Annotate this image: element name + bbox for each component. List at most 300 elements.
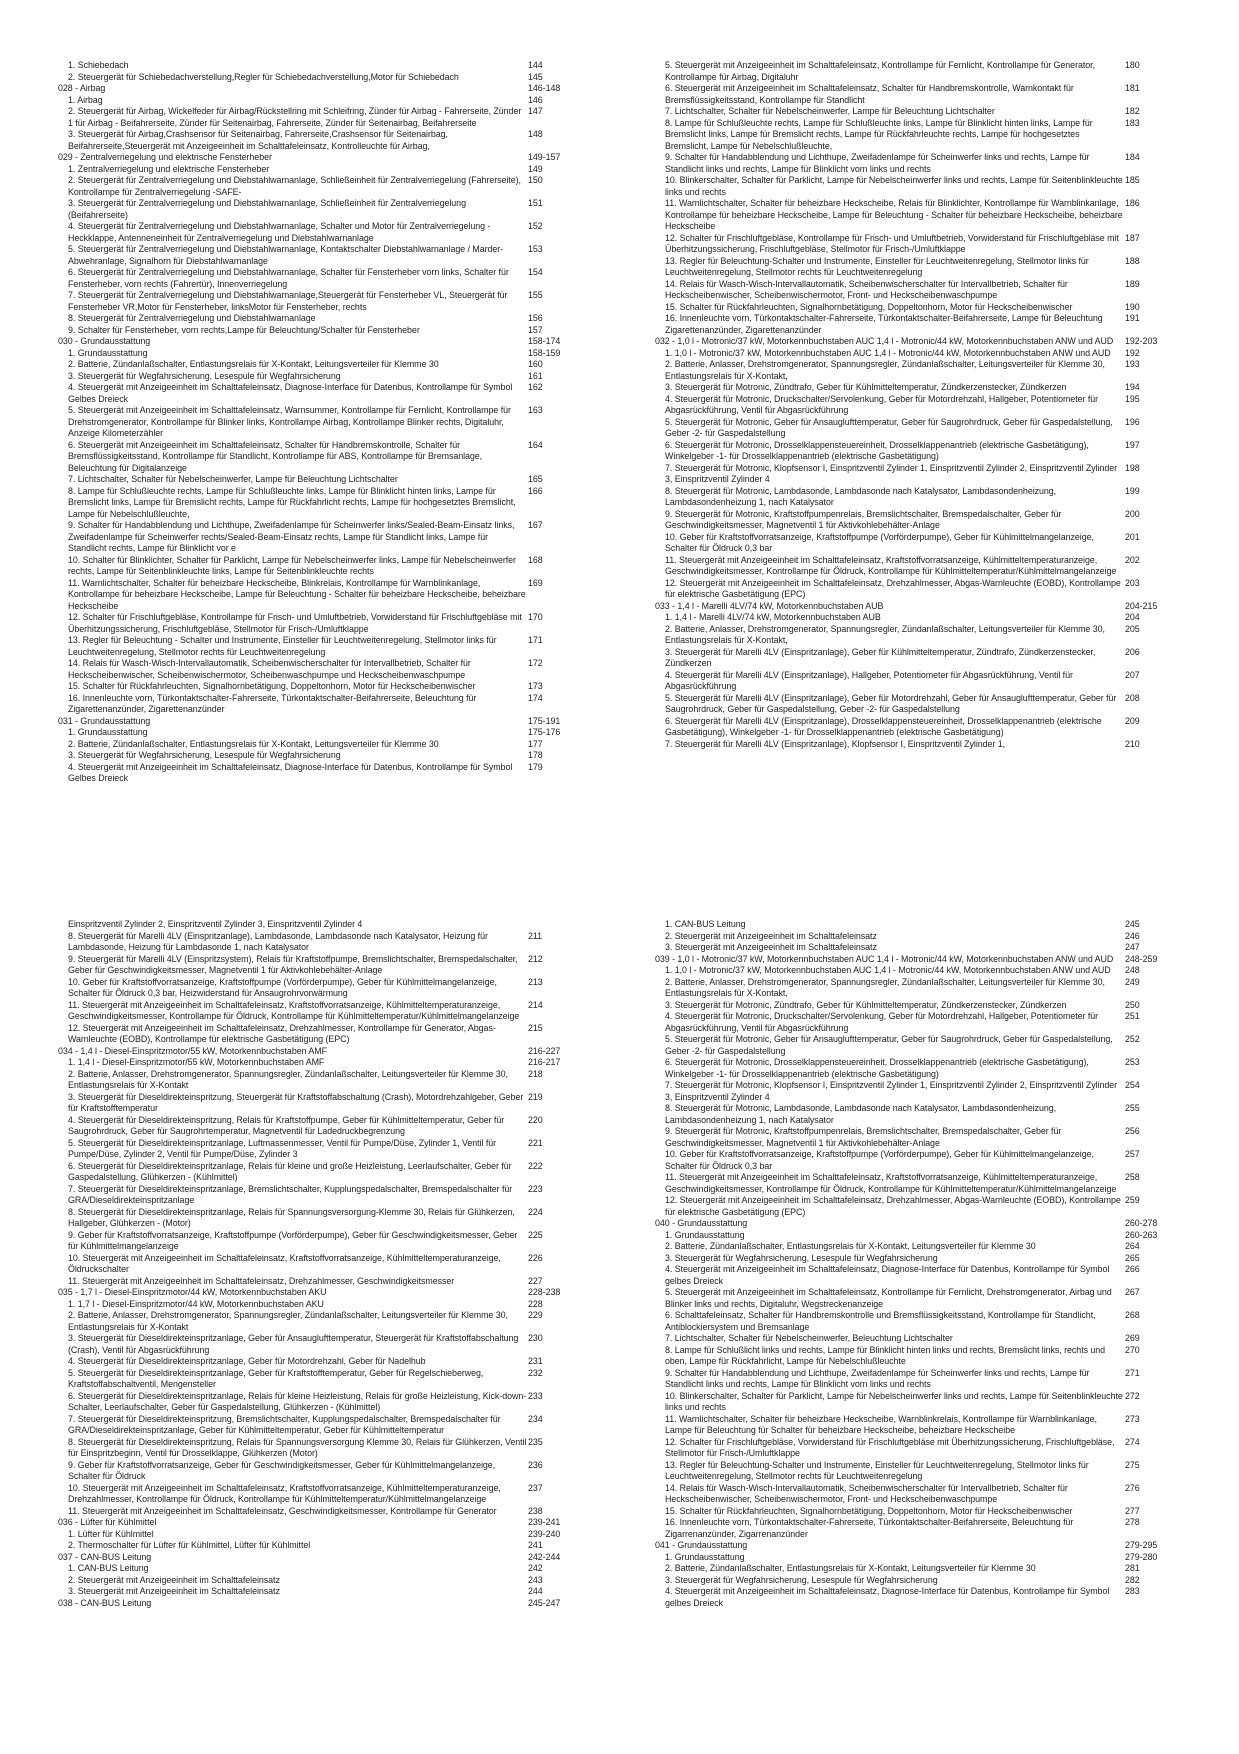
toc-entry-page: 175-176 bbox=[528, 727, 561, 737]
toc-entry-title: 14. Relais für Wasch-Wisch-Intervallautomatik, Scheibenwischerschalter für Intervallbetrieb, Schalter für Heckscheibenwischer, Scheibenwischermotor, Scheibenwaschpumpe und Heckscheibenwaschpumpe bbox=[68, 658, 471, 680]
toc-entry-title: 4. Steuergerät für Motronic, Druckschalter/Servolenkung, Geber für Motordrehzahl, Hallgeber, Potentiometer für Abgasrückführung, Ventil für Abgasrückführung bbox=[665, 1011, 1099, 1033]
toc-entry bbox=[58, 977, 603, 1000]
toc-entry-title: 11. Warnlichtschalter, Schalter für beheizbare Heckscheibe, Warnblinkrelais, Kontrollampe für Warnblinkanlage, Lampe für Beleuchtung für Schalter für beheizbare Heckscheibe, beheizbare Heckscheibe bbox=[665, 1413, 1097, 1435]
toc-entry-title: 1. 1,0 l - Motronic/37 kW, Motorkennbuchstaben AUC 1,4 l - Motronic/44 kW, Motorkennbuchstaben ANW und AUD bbox=[665, 347, 1111, 358]
toc-entry-title: 3. Steuergerät für Motronic, Zündtrafo, Geber für Kühlmitteltemperatur, Zündkerzenstecker, Zündkerzen bbox=[665, 382, 1067, 392]
toc-entry bbox=[58, 164, 603, 176]
toc-entry-title: 8. Steuergerät für Dieseldirekteinspritzanlage, Relais für Spannungsversorgung-Klemme 30, Relais für Glühkerzen, Hallgeber, Glühkerzen - (Motor) bbox=[68, 1206, 515, 1228]
toc-entry-title: 8. Steuergerät für Dieseldirekteinspritzung, Relais für Spannungsversorgung Klemme 30, Relais für Glühkerzen, Ventil für Einspritzbeginn, Ventil für Drosselklappe, Glühkerzen (Motor) bbox=[68, 1436, 527, 1458]
toc-entry-page: 224 bbox=[528, 1206, 543, 1217]
toc-entry-page: 212 bbox=[528, 953, 543, 964]
toc-entry-page: 158-159 bbox=[528, 347, 561, 358]
toc-entry bbox=[58, 1356, 603, 1368]
toc-entry-page: 283 bbox=[1125, 1586, 1140, 1596]
toc-entry bbox=[58, 382, 603, 405]
toc-entry-title: 3. Steuergerät für Zentralverriegelung und Diebstahlwarnanlage, Schließeinheit für Zentralverriegelung (Beifahrerseite) bbox=[68, 198, 466, 220]
toc-entry bbox=[58, 1368, 603, 1391]
toc-section-heading bbox=[58, 1517, 603, 1529]
toc-section-heading bbox=[655, 336, 1200, 348]
toc-entry-page: 148 bbox=[528, 129, 543, 139]
toc-entry bbox=[655, 931, 1200, 943]
toc-entry-title: 10. Blinkerschalter, Schalter für Parklicht, Lampe für Nebelscheinwerfer links und rechts, Lampe für Seitenblinkleuchte links und rechts bbox=[665, 175, 1123, 197]
toc-entry-title: 10. Geber für Kraftstoffvorratsanzeige, Kraftstoffpumpe (Vorförderpumpe), Geber für Kühlmittelmangelanzeige, Schalter für Öldruck 0,3 bar bbox=[665, 1149, 1094, 1171]
toc-entry-page: 190 bbox=[1125, 301, 1140, 312]
toc-entry-title: 1. CAN-BUS Leitung bbox=[665, 919, 746, 929]
toc-entry-title: 1. 1,7 l - Diesel-Einspritzmotor/44 kW, Motorkennbuchstaben AKU bbox=[68, 1298, 324, 1309]
toc-entry bbox=[58, 359, 603, 371]
toc-entry-title: 8. Steuergerät für Zentralverriegelung und Diebstahlwarnanlage bbox=[68, 313, 316, 323]
toc-entry-title: 7. Steuergerät für Motronic, Klopfsensor I, Einspritzventil Zylinder 1, Einspritzventil Zylinder 2, Einspritzventil Zylinder 3, Einspritzventil Zylinder 4 bbox=[665, 462, 1118, 484]
toc-entry bbox=[58, 129, 603, 152]
toc-entry-page: 158-174 bbox=[528, 336, 561, 346]
toc-entry-title: 13. Regler für Beleuchtung-Schalter und Instrumente, Einsteller für Leuchtweitenregelung, Stellmotor links für Leuchtweitenregelung, Stellmotor rechts für Leuchtweitenregelung bbox=[665, 1459, 1089, 1481]
toc-entry bbox=[58, 1460, 603, 1483]
toc-entry bbox=[58, 1506, 603, 1518]
toc-entry-title: 11. Warnlichtschalter, Schalter für beheizbare Heckscheibe, Relais für Blinklichter, Kontrollampe für Warnblinkanlage, Kontrollampe für beheizbare Heckscheibe, Lampe für Beleuchtung - Schalter für beheizbare Heckscheibe, beheizbare Heckscheibe bbox=[665, 198, 1123, 231]
page-2-right-column bbox=[655, 919, 1200, 1609]
toc-entry bbox=[58, 739, 603, 751]
toc-entry-page: 254 bbox=[1125, 1080, 1140, 1090]
toc-entry-page: 239-240 bbox=[528, 1528, 561, 1539]
toc-entry bbox=[58, 681, 603, 693]
toc-entry bbox=[58, 405, 603, 440]
toc-entry-title: 16. Innenleuchte vorn, Türkontaktschalter-Fahrerseite, Türkontaktschalter-Beifahrerseite, Beleuchtung für Zigarrenanzünder, Zigarrenanzünder bbox=[665, 1517, 1074, 1539]
toc-entry bbox=[58, 1483, 603, 1506]
toc-entry bbox=[655, 509, 1200, 532]
toc-entry-page: 197 bbox=[1125, 439, 1140, 450]
toc-entry-page: 282 bbox=[1125, 1574, 1140, 1585]
toc-entry-page: 161 bbox=[528, 370, 543, 381]
toc-entry-title: 12. Steuergerät mit Anzeigeeinheit im Schalttafeleinsatz, Drehzahlmesser, Abgas-Warnleuchte (EOBD), Kontrollampe für elektrische Gasbetätigung (EPC) bbox=[665, 577, 1121, 599]
toc-entry bbox=[655, 965, 1200, 977]
toc-entry-title: 4. Steuergerät für Motronic, Druckschalter/Servolenkung, Geber für Motordrehzahl, Hallgeber, Potentiometer für Abgasrückführung, Ventil für Abgasrückführung bbox=[665, 393, 1099, 415]
toc-entry-title: 2. Batterie, Zündanlaßschalter, Entlastungsrelais für X-Kontakt, Leitungsverteiler für Klemme 30 bbox=[68, 738, 439, 749]
page-2 bbox=[0, 877, 1239, 1754]
toc-entry bbox=[655, 1287, 1200, 1310]
toc-entry-title: 2. Batterie, Zündanlaßschalter, Entlastungsrelais für X-Kontakt, Leitungsverteiler für Klemme 30 bbox=[665, 1563, 1036, 1573]
toc-entry-page: 232 bbox=[528, 1367, 543, 1378]
toc-entry bbox=[58, 1586, 603, 1598]
toc-entry-page: 201 bbox=[1125, 531, 1140, 542]
toc-entry bbox=[58, 1437, 603, 1460]
toc-entry-page: 279-280 bbox=[1125, 1551, 1158, 1562]
toc-entry bbox=[655, 417, 1200, 440]
toc-entry-title: 3. Steuergerät für Dieseldirekteinspritzanlage, Geber für Ansauglufttemperatur, Steuergerät für Kraftstoffabschaltung (Crash), Ventil für Abgasrückführung bbox=[68, 1333, 519, 1355]
toc-entry bbox=[655, 440, 1200, 463]
toc-entry-title: 1. Schiebedach bbox=[68, 60, 129, 70]
toc-entry-page: 216-217 bbox=[528, 1057, 561, 1067]
toc-entry-title: 13. Regler für Beleuchtung-Schalter und Instrumente, Einsteller für Leuchtweitenregelung, Stellmotor links für Leuchtweitenregelung, Stellmotor rechts für Leuchtweitenregelung bbox=[665, 255, 1089, 277]
toc-entry bbox=[655, 394, 1200, 417]
toc-entry-title: 5. Steuergerät für Motronic, Geber für Ansauglufttemperatur, Geber für Saugrohrdruck, Geber für Gaspedalstellung, Geber -2- für Gaspedalstellung bbox=[665, 416, 1113, 438]
toc-entry-page: 269 bbox=[1125, 1333, 1140, 1343]
toc-entry-page: 195 bbox=[1125, 393, 1140, 404]
toc-entry bbox=[58, 1138, 603, 1161]
toc-entry-title: 1. 1,0 l - Motronic/37 kW, Motorkennbuchstaben AUC 1,4 l - Motronic/44 kW, Motorkennbuchstaben ANW und AUD bbox=[665, 965, 1111, 975]
toc-entry bbox=[655, 977, 1200, 1000]
toc-entry-page: 165 bbox=[528, 474, 543, 484]
toc-entry-title: 1. 1,4 l - Diesel-Einspritzmotor/55 kW, Motorkennbuchstaben AMF bbox=[68, 1057, 325, 1067]
toc-entry bbox=[655, 693, 1200, 716]
toc-entry-title: 034 - 1,4 l - Diesel-Einspritzmotor/55 kW, Motorkennbuchstaben AMF bbox=[58, 1045, 327, 1056]
toc-entry-page: 243 bbox=[528, 1574, 543, 1585]
toc-entry bbox=[58, 474, 603, 486]
toc-entry-title: 5. Steuergerät für Marelli 4LV (Einspritzanlage), Geber für Motordrehzahl, Geber für Ansauglufttemperatur, Geber für Saugrohrdruck, Geber für Gaspedalstellung, Geber -2- für Gaspedalstellung bbox=[665, 692, 1117, 714]
toc-entry-title: 3. Steuergerät für Wegfahrsicherung, Lesespule für Wegfahrsicherung bbox=[665, 1574, 938, 1585]
toc-entry bbox=[655, 1253, 1200, 1265]
toc-entry-title: 036 - Lüfter für Kühlmittel bbox=[58, 1517, 157, 1527]
toc-entry bbox=[58, 221, 603, 244]
toc-entry-title: 8. Steuergerät für Motronic, Lambdasonde, Lambdasonde nach Katalysator, Lambdasondenheizung, Lambdasondenheizung 1, nach Katalysator bbox=[665, 485, 1057, 507]
toc-entry bbox=[58, 290, 603, 313]
toc-entry-title: 1. CAN-BUS Leitung bbox=[68, 1563, 149, 1573]
toc-entry bbox=[58, 1529, 603, 1541]
toc-entry bbox=[58, 175, 603, 198]
toc-entry-page: 272 bbox=[1125, 1390, 1140, 1401]
toc-entry-title: 7. Lichtschalter, Schalter für Nebelscheinwerfer, Lampe für Beleuchtung Lichtschalter bbox=[68, 474, 398, 484]
toc-entry-title: 7. Steuergerät für Motronic, Klopfsensor I, Einspritzventil Zylinder 1, Einspritzventil Zylinder 2, Einspritzventil Zylinder 3, Einspritzventil Zylinder 4 bbox=[665, 1080, 1118, 1102]
toc-entry-page: 274 bbox=[1125, 1436, 1140, 1447]
toc-entry bbox=[58, 931, 603, 954]
toc-entry-title: 9. Steuergerät für Marelli 4LV (Einspritzsystem), Relais für Kraftstoffpumpe, Bremslichtschalter, Bremspedalschalter, Geber für Geschwindigkeitsmesser, Magnetventil 1 für Aktivkohlebehälter-Anlage bbox=[68, 953, 518, 975]
toc-entry-title: 14. Relais für Wasch-Wisch-Intervallautomatik, Scheibenwischerschalter für Intervallbetrieb, Schalter für Heckscheibenwischer, Scheibenwischermotor, Front- und Heckscheibenwaschpumpe bbox=[665, 278, 1068, 300]
toc-entry bbox=[655, 942, 1200, 954]
toc-entry-title: 4. Steuergerät für Dieseldirekteinspritzanlage, Geber für Motordrehzahl, Geber für Nadelhub bbox=[68, 1356, 426, 1366]
toc-entry bbox=[58, 1414, 603, 1437]
toc-entry bbox=[655, 486, 1200, 509]
toc-entry-title: 11. Steuergerät mit Anzeigeeinheit im Schalttafeleinsatz, Kraftstoffvorratsanzeige, Kühlmitteltemperaturanzeige, Geschwindigkeitsmesser, Kontrollampe für Öldruck, Kontrollampe für Kühlmitteltemperatur/Kühlmittelmangelanzeige bbox=[68, 999, 520, 1021]
toc-entry-page: 264 bbox=[1125, 1241, 1140, 1251]
toc-entry-title: 3. Steuergerät für Motronic, Zündtrafo, Geber für Kühlmitteltemperatur, Zündkerzenstecker, Zündkerzen bbox=[665, 999, 1067, 1010]
toc-entry bbox=[655, 1149, 1200, 1172]
toc-entry bbox=[58, 1310, 603, 1333]
toc-entry-page: 216-227 bbox=[528, 1045, 561, 1056]
toc-entry-page: 245 bbox=[1125, 919, 1140, 929]
toc-entry bbox=[58, 313, 603, 325]
toc-entry-title: 2. Steuergerät für Zentralverriegelung und Diebstahlwarnanlage, Schließeinheit für Zentralverriegelung (Fahrerseite), Kontrollampe für Zentralverriegelung -SAFE- bbox=[68, 175, 521, 197]
toc-entry-page: 166 bbox=[528, 485, 543, 496]
toc-entry-title: 10. Steuergerät mit Anzeigeeinheit im Schalttafeleinsatz, Kraftstoffvorratsanzeige, Kühlmitteltemperaturanzeige, Öldruckschalter bbox=[68, 1252, 501, 1274]
toc-entry-title: 4. Steuergerät mit Anzeigeeinheit im Schalttafeleinsatz, Diagnose-Interface für Datenbus, Kontrollampe für Symbol gelbes Dreieck bbox=[665, 1586, 1110, 1608]
toc-entry-page: 181 bbox=[1125, 83, 1140, 93]
toc-entry bbox=[58, 325, 603, 337]
toc-entry-title: 041 - Grundausstattung bbox=[655, 1540, 748, 1550]
toc-entry bbox=[58, 727, 603, 739]
toc-entry-page: 271 bbox=[1125, 1367, 1140, 1378]
toc-entry-page: 209 bbox=[1125, 715, 1140, 726]
toc-entry-page: 186 bbox=[1125, 198, 1140, 208]
toc-entry bbox=[58, 954, 603, 977]
toc-entry-page: 192 bbox=[1125, 347, 1140, 358]
toc-entry bbox=[655, 1563, 1200, 1575]
toc-entry-title: 2. Steuergerät für Airbag, Wickelfeder für Airbag/Rückstellring mit Schleifring, Zünder für Airbag - Fahrerseite, Zünder 1 für Airbag - Beifahrerseite, Zünder für Seitenairbag, Fahrerseite, Zünder für Seitenairbag, Beifahrerseite bbox=[68, 106, 522, 128]
toc-entry-page: 230 bbox=[528, 1333, 543, 1343]
toc-entry-title: 2. Batterie, Anlasser, Drehstromgenerator, Spannungsregler, Zündanlaßschalter, Leitungsverteiler für Klemme 30, Entlastungsrelais für X-Kontakt bbox=[68, 1310, 508, 1332]
toc-entry-page: 228-238 bbox=[528, 1287, 561, 1297]
toc-entry-title: 1. Grundausstattung bbox=[68, 347, 148, 358]
toc-entry-page: 234 bbox=[528, 1413, 543, 1424]
toc-entry-title: 6. Steuergerät mit Anzeigeeinheit im Schalttafeleinsatz, Schalter für Handbremskontrolle, Warnkontakt für Bremsflüssigkeitsstand, Kontrollampe für Standlicht bbox=[665, 83, 1074, 105]
toc-entry bbox=[655, 1310, 1200, 1333]
toc-entry-page: 213 bbox=[528, 976, 543, 987]
toc-entry-page: 198 bbox=[1125, 462, 1140, 473]
toc-entry-page: 192-203 bbox=[1125, 336, 1158, 346]
toc-entry-page: 171 bbox=[528, 635, 543, 645]
toc-entry bbox=[655, 348, 1200, 360]
toc-entry-page: 188 bbox=[1125, 255, 1140, 266]
toc-section-heading bbox=[58, 152, 603, 164]
toc-section-heading bbox=[655, 1540, 1200, 1552]
toc-entry bbox=[58, 919, 603, 931]
toc-entry bbox=[655, 1000, 1200, 1012]
toc-entry-title: 1. Grundausstattung bbox=[68, 727, 148, 737]
toc-entry-page: 239-241 bbox=[528, 1517, 561, 1527]
toc-entry-page: 214 bbox=[528, 999, 543, 1010]
toc-entry-title: 033 - 1,4 l - Marelli 4LV/74 kW, Motorkennbuchstaben AUB bbox=[655, 600, 884, 611]
toc-entry-page: 193 bbox=[1125, 359, 1140, 369]
toc-entry bbox=[655, 152, 1200, 175]
toc-entry-title: 6. Steuergerät für Motronic, Drosselklappensteuereinheit, Drosselklappenantrieb (elektrische Gasbetätigung), Winkelgeber -1- für Drosselklappenantrieb (elektrische Gasbetätigung) bbox=[665, 1057, 1089, 1079]
toc-entry-title: 038 - CAN-BUS Leitung bbox=[58, 1597, 152, 1608]
toc-entry bbox=[655, 313, 1200, 336]
toc-entry bbox=[58, 95, 603, 107]
toc-entry-title: 16. Innenleuchte vorn, Türkontaktschalter-Fahrerseite, Türkontaktschalter-Beifahrerseite, Beleuchtung für Zigarettenanzünder, Zigarettenanzünder bbox=[68, 692, 477, 714]
toc-entry-title: 12. Steuergerät mit Anzeigeeinheit im Schalttafeleinsatz, Drehzahlmesser, Abgas-Warnleuchte (EOBD), Kontrollampe für elektrische Gasbetätigung (EPC) bbox=[665, 1195, 1121, 1217]
toc-entry-page: 265 bbox=[1125, 1252, 1140, 1263]
toc-entry-title: 11. Steuergerät mit Anzeigeeinheit im Schalttafeleinsatz, Geschwindigkeitsmesser, Kontrollampe für Generator bbox=[68, 1505, 497, 1516]
toc-entry bbox=[655, 106, 1200, 118]
toc-entry-title: 5. Steuergerät für Motronic, Geber für Ansauglufttemperatur, Geber für Saugrohrdruck, Geber für Gaspedalstellung, Geber -2- für Gaspedalstellung bbox=[665, 1034, 1113, 1056]
toc-entry-page: 229 bbox=[528, 1310, 543, 1320]
toc-entry-page: 256 bbox=[1125, 1126, 1140, 1136]
toc-entry-title: 10. Steuergerät mit Anzeigeeinheit im Schalttafeleinsatz, Kraftstoffvorratsanzeige, Kühlmitteltemperaturanzeige, Drehzahlmesser, Kontrollampe für Öldruck, Kontrollampe für Kühlmitteltemperatur/Kühlmittelmangelanzeige bbox=[68, 1482, 501, 1504]
toc-entry-title: 028 - Airbag bbox=[58, 83, 106, 93]
toc-entry-title: 032 - 1,0 l - Motronic/37 kW, Motorkennbuchstaben AUC 1,4 l - Motronic/44 kW, Motorkennbuchstaben ANW und AUD bbox=[655, 336, 1114, 346]
toc-entry bbox=[655, 1368, 1200, 1391]
toc-entry bbox=[655, 1552, 1200, 1564]
toc-entry bbox=[58, 520, 603, 555]
toc-entry-page: 163 bbox=[528, 405, 543, 415]
toc-entry-title: 12. Schalter für Frischluftgebläse, Kontrollampe für Frisch- und Umluftbetrieb, Vorwiderstand für Frischluftgebläse mit Überhitzungssicherung, Frischluftgebläse, Stellmotor für Frisch-/Umluftklappe bbox=[68, 612, 522, 634]
toc-entry bbox=[58, 693, 603, 716]
toc-entry-title: 7. Steuergerät für Dieseldirekteinspritzung, Bremslichtschalter, Kupplungspedalschalter, Bremspedalschalter für GRA/Dieseldirekteinspritzanlage, Geber für Kühlmitteltemperatur, Geber für Kühlmitteltemperatur bbox=[68, 1413, 501, 1435]
toc-entry-page: 150 bbox=[528, 175, 543, 185]
toc-entry-page: 199 bbox=[1125, 485, 1140, 496]
toc-entry-page: 152 bbox=[528, 221, 543, 231]
toc-entry-title: 2. Batterie, Anlasser, Drehstromgenerator, Spannungsregler, Zündanlaßschalter, Leitungsverteiler für Klemme 30, Entlastungsrelais für X-Kontakt, bbox=[665, 976, 1105, 998]
toc-entry bbox=[58, 1391, 603, 1414]
toc-entry-title: 10. Schalter für Blinklichter, Schalter für Parklicht, Lampe für Nebelscheinwerfer links, Lampe für Nebelscheinwerfer rechts, Lampe für Seitenblinkleuchte links, Lampe für Seitenblinkleuchte rechts bbox=[68, 554, 516, 576]
toc-entry-page: 236 bbox=[528, 1459, 543, 1470]
toc-entry-page: 281 bbox=[1125, 1563, 1140, 1573]
toc-entry-title: 9. Schalter für Handabblendung und Lichthupe, Zweifadenlampe für Scheinwerfer links und rechts, Lampe für Standlicht links und rechts, Lampe für Blinklicht vorn links und rechts bbox=[665, 1367, 1090, 1389]
toc-entry bbox=[655, 60, 1200, 83]
toc-entry-title: 12. Schalter für Frischluftgebläse, Vorwiderstand für Frischluftgebläse mit Überhitzungssicherung, Frischluftgebläse, Stellmotor für Frisch-/Umluftklappe bbox=[665, 1436, 1115, 1458]
toc-entry bbox=[655, 1391, 1200, 1414]
toc-entry-page: 279-295 bbox=[1125, 1540, 1158, 1550]
toc-entry-page: 227 bbox=[528, 1275, 543, 1286]
toc-entry-title: 3. Steuergerät mit Anzeigeeinheit im Schalttafeleinsatz bbox=[665, 942, 877, 952]
toc-entry-page: 259 bbox=[1125, 1195, 1140, 1205]
toc-entry bbox=[655, 1264, 1200, 1287]
toc-entry-title: 2. Steuergerät mit Anzeigeeinheit im Schalttafeleinsatz bbox=[665, 930, 877, 941]
toc-entry bbox=[655, 1575, 1200, 1587]
toc-entry-page: 277 bbox=[1125, 1505, 1140, 1516]
toc-entry-title: 8. Lampe für Schlußlicht links und rechts, Lampe für Blinklicht hinten links und rechts, Bremslicht links, rechts und oben, Lampe für Rückfahrlicht, Lampe für Nebelschlußleuchte bbox=[665, 1344, 1106, 1366]
toc-entry-page: 204-215 bbox=[1125, 600, 1158, 611]
toc-section-heading bbox=[58, 1287, 603, 1299]
toc-entry-page: 205 bbox=[1125, 623, 1140, 634]
toc-entry-page: 149-157 bbox=[528, 152, 561, 162]
toc-section-heading bbox=[58, 1046, 603, 1058]
toc-entry-page: 273 bbox=[1125, 1413, 1140, 1424]
toc-entry-page: 175-191 bbox=[528, 715, 561, 726]
toc-entry-title: 7. Lichtschalter, Schalter für Nebelscheinwerfer, Beleuchtung Lichtschalter bbox=[665, 1333, 953, 1343]
toc-entry-title: 4. Steuergerät für Marelli 4LV (Einspritzanlage), Hallgeber, Potentiometer für Abgasrückführung, Ventil für Abgasrückführung bbox=[665, 669, 1073, 691]
toc-entry bbox=[655, 256, 1200, 279]
toc-entry bbox=[655, 1126, 1200, 1149]
toc-entry-title: 9. Schalter für Handabblendung und Lichthupe, Zweifadenlampe für Scheinwerfer links und rechts, Lampe für Standlicht links und rechts, Lampe für Blinklicht vorn links und rechts bbox=[665, 152, 1090, 174]
toc-entry-title: 13. Regler für Beleuchtung - Schalter und Instrumente, Einsteller für Leuchtweitenregelung, Stellmotor links für Leuchtweitenregelung, Stellmotor rechts für Leuchtweitenregelung bbox=[68, 635, 497, 657]
toc-entry-title: 2. Batterie, Anlasser, Drehstromgenerator, Spannungsregler, Zündanlaßschalter, Leitungsverteiler für Klemme 30, Entlastungsrelais für X-Kontakt, bbox=[665, 623, 1105, 645]
toc-entry-page: 189 bbox=[1125, 278, 1140, 289]
toc-entry-title: 9. Geber für Kraftstoffvorratsanzeige, Geber für Geschwindigkeitsmesser, Geber für Kühlmittelmangelanzeige, Schalter für Öldruck bbox=[68, 1459, 496, 1481]
toc-entry-title: 11. Warnlichtschalter, Schalter für beheizbare Heckscheibe, Blinkrelais, Kontrollampe für Warnblinkanlage, Kontrollampe für beheizbare Heckscheibe, Lampe für Beleuchtung - Schalter für beheizbare Heckscheibe, beheizbare Heckscheibe bbox=[68, 577, 526, 611]
toc-entry-page: 177 bbox=[528, 738, 543, 749]
toc-entry-title: 040 - Grundausstattung bbox=[655, 1218, 748, 1228]
toc-entry-title: 029 - Zentralverriegelung und elektrische Fensterheber bbox=[58, 152, 272, 162]
toc-entry-title: 5. Steuergerät für Zentralverriegelung und Diebstahlwarnanlage, Kontaktschalter Diebstahlwarnanlage / Marder-Abwehranlage, Signalhorn für Diebstahlwarnanlage bbox=[68, 244, 504, 266]
toc-entry bbox=[58, 750, 603, 762]
toc-entry-page: 223 bbox=[528, 1183, 543, 1194]
toc-entry-page: 260-278 bbox=[1125, 1218, 1158, 1228]
toc-entry-title: 3. Steuergerät für Wegfahrsicherung, Lesespule für Wegfahrsicherung bbox=[68, 370, 341, 381]
toc-entry-page: 164 bbox=[528, 439, 543, 450]
toc-entry-page: 278 bbox=[1125, 1517, 1140, 1527]
toc-entry-title: 2. Batterie, Zündanlaßschalter, Entlastungsrelais für X-Kontakt, Leitungsverteiler für Klemme 30 bbox=[68, 359, 439, 369]
toc-entry-page: 252 bbox=[1125, 1034, 1140, 1044]
toc-entry-title: 2. Thermoschalter für Lüfter für Kühlmittel, Lüfter für Kühlmittel bbox=[68, 1540, 311, 1550]
toc-entry bbox=[58, 106, 603, 129]
toc-entry-title: 2. Steuergerät mit Anzeigeeinheit im Schalttafeleinsatz bbox=[68, 1574, 280, 1585]
toc-entry-page: 194 bbox=[1125, 382, 1140, 392]
toc-entry-page: 241 bbox=[528, 1540, 543, 1550]
toc-entry-title: 3. Steuergerät mit Anzeigeeinheit im Schalttafeleinsatz bbox=[68, 1586, 280, 1596]
toc-entry bbox=[655, 647, 1200, 670]
toc-entry-title: 8. Steuergerät für Motronic, Lambdasonde, Lambdasonde nach Katalysator, Lambdasondenheizung, Lambdasondenheizung 1, nach Katalysator bbox=[665, 1103, 1057, 1125]
toc-entry-title: 9. Schalter für Handabblendung und Lichthupe, Zweifadenlampe für Scheinwerfer links/Sealed-Beam-Einsatz links, Zweifadenlampe für Scheinwerfer rechts/Sealed-Beam-Einsatz rechts, Lampe für Standlicht links, Lampe für Standlicht rechts, Lampe für Blinklicht vor e bbox=[68, 520, 515, 553]
toc-entry bbox=[58, 198, 603, 221]
toc-entry-page: 248-259 bbox=[1125, 953, 1158, 964]
toc-entry-page: 174 bbox=[528, 692, 543, 703]
toc-entry-title: 2. Steuergerät für Schiebedachverstellung,Regler für Schiebedachverstellung,Motor für Schiebedach bbox=[68, 71, 459, 82]
toc-entry-page: 147 bbox=[528, 106, 543, 116]
toc-section-heading bbox=[655, 1218, 1200, 1230]
toc-entry-page: 249 bbox=[1125, 976, 1140, 987]
toc-section-heading bbox=[655, 601, 1200, 613]
toc-entry-title: 11. Steuergerät mit Anzeigeeinheit im Schalttafeleinsatz, Kraftstoffvorratsanzeige, Kühlmitteltemperaturanzeige, Geschwindigkeitsmesser, Kontrollampe für Öldruck, Kontrollampe für Kühlmitteltemperatur/Kühlmittelmangelanzeige bbox=[665, 554, 1117, 576]
toc-entry-page: 208 bbox=[1125, 692, 1140, 703]
toc-entry bbox=[58, 578, 603, 613]
toc-entry bbox=[58, 762, 603, 785]
toc-entry-page: 250 bbox=[1125, 999, 1140, 1010]
toc-entry bbox=[655, 1230, 1200, 1242]
toc-entry-title: 7. Lichtschalter, Schalter für Nebelscheinwerfer, Lampe für Beleuchtung Lichtschalter bbox=[665, 106, 995, 116]
toc-entry-title: 5. Steuergerät für Dieseldirekteinspritzanlage, Geber für Kraftstofftemperatur, Geber für Regelschieberweg, Kraftstoffabschaltventil, Mengensteller bbox=[68, 1367, 484, 1389]
toc-entry bbox=[58, 371, 603, 383]
toc-entry-title: 9. Schalter für Fensterheber, vorn rechts,Lampe für Beleuchtung/Schalter für Fensterheber bbox=[68, 324, 420, 335]
toc-entry bbox=[655, 624, 1200, 647]
toc-entry-page: 210 bbox=[1125, 738, 1140, 749]
toc-entry bbox=[655, 279, 1200, 302]
toc-entry bbox=[58, 348, 603, 360]
toc-entry bbox=[655, 1483, 1200, 1506]
toc-entry bbox=[58, 658, 603, 681]
toc-entry-page: 260-263 bbox=[1125, 1229, 1158, 1240]
toc-entry-page: 196 bbox=[1125, 416, 1140, 427]
toc-entry-page: 187 bbox=[1125, 232, 1140, 243]
toc-entry-title: 15. Schalter für Rückfahrleuchten, Signalhornbetätigung, Doppeltonhorn, Motor für Heckscheibenwischer bbox=[665, 301, 1073, 312]
toc-entry-page: 162 bbox=[528, 382, 543, 392]
toc-entry bbox=[58, 72, 603, 84]
toc-entry-page: 155 bbox=[528, 290, 543, 300]
toc-entry-page: 219 bbox=[528, 1091, 543, 1102]
toc-entry-page: 185 bbox=[1125, 175, 1140, 185]
toc-entry-title: 15. Schalter für Rückfahrleuchten, Signalhornbetätigung, Doppeltonhorn, Motor für Heckscheibenwischer bbox=[68, 681, 476, 691]
toc-entry-page: 182 bbox=[1125, 106, 1140, 116]
toc-entry-title: 1. Airbag bbox=[68, 94, 103, 105]
toc-entry-title: Einspritzventil Zylinder 2, Einspritzventil Zylinder 3, Einspritzventil Zylinder 4 bbox=[68, 919, 363, 929]
toc-entry-page: 258 bbox=[1125, 1172, 1140, 1182]
toc-entry-title: 2. Batterie, Zündanlaßschalter, Entlastungsrelais für X-Kontakt, Leitungsverteiler für Klemme 30 bbox=[665, 1241, 1036, 1251]
toc-entry bbox=[58, 1184, 603, 1207]
toc-entry bbox=[58, 1230, 603, 1253]
toc-entry-page: 276 bbox=[1125, 1482, 1140, 1493]
toc-entry-title: 12. Steuergerät mit Anzeigeeinheit im Schalttafeleinsatz, Drehzahlmesser, Kontrollampe für Generator, Abgas-Warnleuchte (EOBD), Kontrollampe für elektrische Gasbetätigung (EPC) bbox=[68, 1022, 496, 1044]
toc-entry bbox=[58, 1276, 603, 1288]
toc-entry bbox=[58, 1253, 603, 1276]
toc-entry bbox=[655, 1241, 1200, 1253]
toc-entry-page: 170 bbox=[528, 612, 543, 622]
toc-entry-page: 173 bbox=[528, 681, 543, 691]
toc-entry-title: 6. Steuergerät für Dieseldirekteinspritzanlage, Relais für kleine und große Heizleistung, Leerlaufschalter, Geber für Gaspedalstellung, Glühkerzen - (Kühlmittel) bbox=[68, 1160, 512, 1182]
toc-entry bbox=[655, 1345, 1200, 1368]
toc-entry-page: 206 bbox=[1125, 646, 1140, 657]
toc-entry-title: 8. Steuergerät für Marelli 4LV (Einspritzanlage), Lambdasonde, Lambdasonde nach Katalysator, Heizung für Lambdasonde, Heizung für Lambdasonde 1, nach Katalysator bbox=[68, 930, 488, 952]
toc-entry-page: 238 bbox=[528, 1505, 543, 1516]
toc-entry-page: 218 bbox=[528, 1068, 543, 1079]
toc-entry bbox=[655, 382, 1200, 394]
toc-entry bbox=[58, 1333, 603, 1356]
toc-entry-page: 168 bbox=[528, 554, 543, 565]
toc-entry-title: 10. Geber für Kraftstoffvorratsanzeige, Kraftstoffpumpe (Vorförderpumpe), Geber für Kühlmittelmangelanzeige, Schalter für Öldruck 0,3 bar bbox=[665, 531, 1094, 553]
toc-entry bbox=[655, 1517, 1200, 1540]
toc-entry bbox=[58, 612, 603, 635]
toc-entry-title: 031 - Grundausstattung bbox=[58, 715, 151, 726]
toc-entry bbox=[655, 919, 1200, 931]
toc-entry-page: 266 bbox=[1125, 1264, 1140, 1274]
toc-entry-page: 153 bbox=[528, 244, 543, 254]
toc-entry bbox=[655, 302, 1200, 314]
toc-entry-page: 247 bbox=[1125, 942, 1140, 952]
toc-entry-title: 039 - 1,0 l - Motronic/37 kW, Motorkennbuchstaben AUC 1,4 l - Motronic/44 kW, Motorkennbuchstaben ANW und AUD bbox=[655, 953, 1114, 964]
toc-entry bbox=[58, 1115, 603, 1138]
toc-entry bbox=[655, 716, 1200, 739]
toc-entry bbox=[655, 1586, 1200, 1609]
toc-entry-title: 6. Schalttafeleinsatz, Schalter für Handbremskontrolle und Bremsflüssigkeitsstand, Kontrollampe für Standlicht, Antiblockiersystem und Bremsanlage bbox=[665, 1310, 1096, 1332]
toc-entry-title: 11. Steuergerät mit Anzeigeeinheit im Schalttafeleinsatz, Kraftstoffvorratsanzeige, Kühlmitteltemperaturanzeige, Geschwindigkeitsmesser, Kontrollampe für Öldruck, Kontrollampe für Kühlmitteltemperatur/Kühlmittelmangelanzeige bbox=[665, 1172, 1117, 1194]
toc-entry-title: 9. Steuergerät für Motronic, Kraftstoffpumpenrelais, Bremslichtschalter, Bremspedalschalter, Geber für Geschwindigkeitsmesser, Magnetventil 1 für Aktivkohlebehälter-Anlage bbox=[665, 1126, 1062, 1148]
